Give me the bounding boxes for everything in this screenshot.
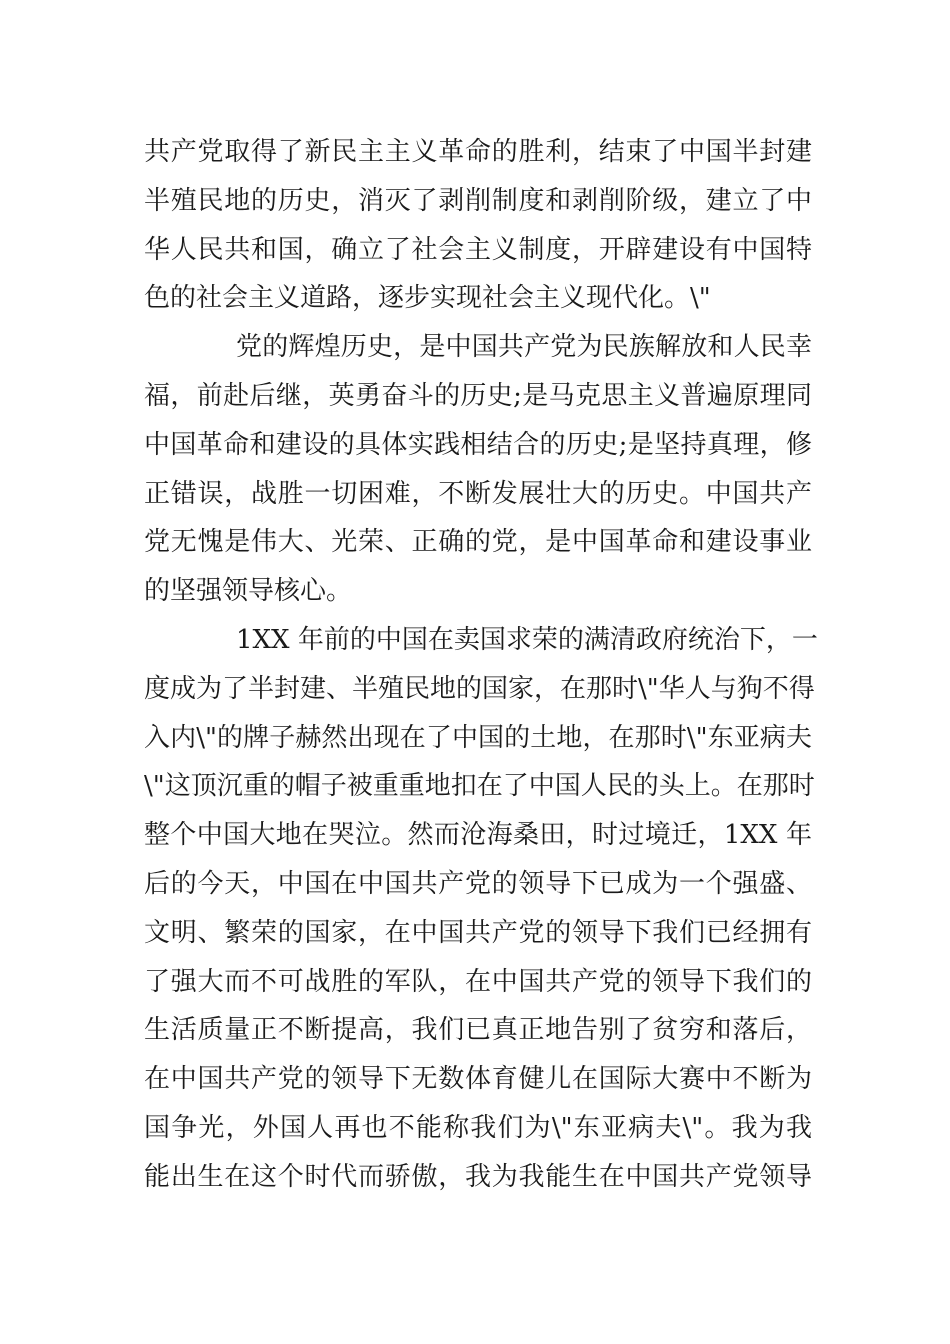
text-line: 共产党取得了新民主主义革命的胜利，结束了中国半封建 [144,137,812,167]
text-line: 正错误，战胜一切困难，不断发展壮大的历史。中国共产 [144,478,812,509]
text-line: 入内\"的牌子赫然出现在了中国的土地，在那时\"东亚病夫 [144,722,812,753]
text-line: 色的社会主义道路，逐步实现社会主义现代化。\" [144,283,711,314]
text-line: 半殖民地的历史，消灭了剥削制度和剥削阶级，建立了中 [144,185,812,216]
text-line: 华人民共和国，确立了社会主义制度，开辟建设有中国特 [144,234,812,265]
text-line: 在中国共产党的领导下无数体育健儿在国际大赛中不断为 [144,1064,812,1095]
text-line: 福，前赴后继，英勇奋斗的历史;是马克思主义普遍原理同 [144,380,812,411]
text-line-indented: 1XX 年前的中国在卖国求荣的满清政府统治下，一 [236,624,818,655]
body-text [144,128,818,1202]
text-line: 后的今天，中国在中国共产党的领导下已成为一个强盛、 [144,868,812,899]
text-line: 党无愧是伟大、光荣、正确的党，是中国革命和建设事业 [144,527,812,558]
text-line: 生活质量正不断提高，我们已真正地告别了贫穷和落后， [144,1015,812,1046]
text-line: 能出生在这个时代而骄傲，我为我能生在中国共产党领导 [144,1161,812,1192]
text-line: \"这顶沉重的帽子被重重地扣在了中国人民的头上。在那时 [144,771,815,802]
text-line-indented: 党的辉煌历史，是中国共产党为民族解放和人民幸 [236,332,812,363]
text-line: 的坚强领导核心。 [144,576,353,607]
text-line: 了强大而不可战胜的军队，在中国共产党的领导下我们的 [144,966,812,997]
text-line: 国争光，外国人再也不能称我们为\"东亚病夫\"。我为我 [144,1112,812,1143]
text-line: 度成为了半封建、半殖民地的国家，在那时\"华人与狗不得 [144,673,815,704]
text-line: 整个中国大地在哭泣。然而沧海桑田，时过境迁，1XX 年 [144,820,812,851]
text-line: 文明、繁荣的国家，在中国共产党的领导下我们已经拥有 [144,917,812,948]
text-line: 中国革命和建设的具体实践相结合的历史;是坚持真理，修 [144,429,812,460]
